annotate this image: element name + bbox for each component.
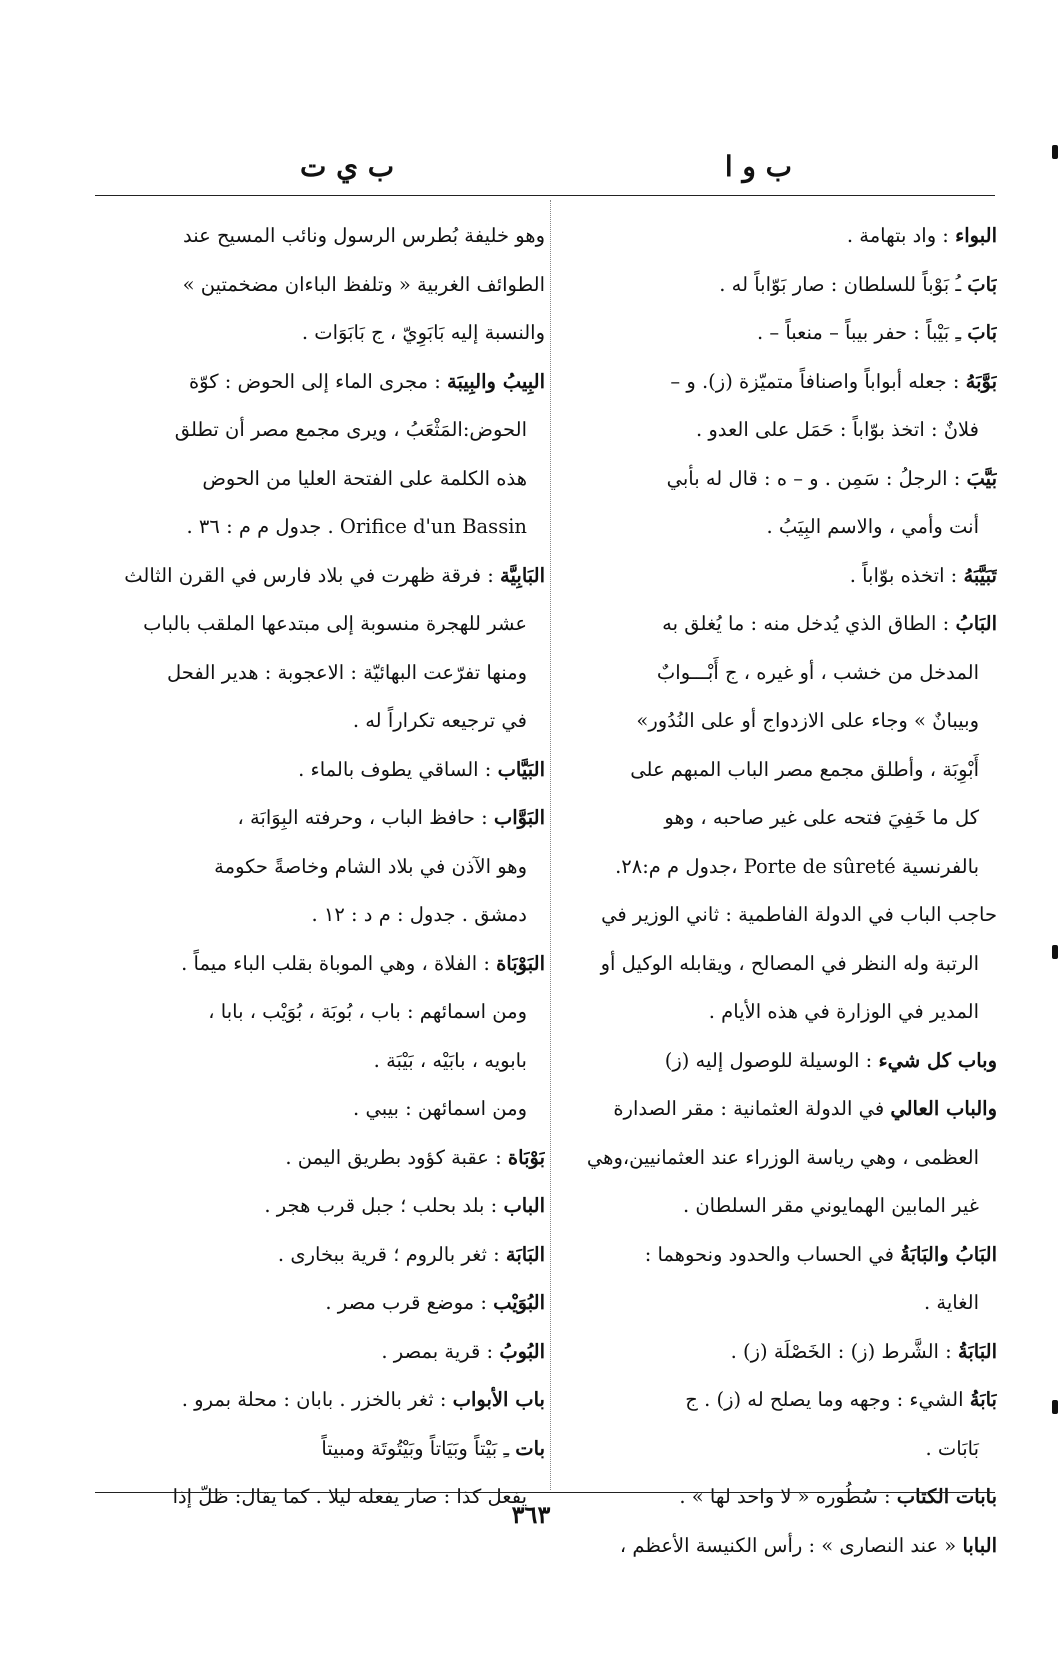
- definition-text: أَبْوِبَة ، وأطلق مجمع مصر الباب المبهم على: [630, 757, 979, 781]
- definition-text: : واد بتهامة .: [846, 224, 956, 247]
- definition-text: : اتخذه بوّاباً .: [849, 563, 964, 587]
- definition-text: وهو الآذن في بلاد الشام وخاصةً حكومة: [214, 854, 527, 878]
- text-line: [557, 1134, 997, 1183]
- text-line: [557, 843, 997, 892]
- definition-text: وبيبانٌ » وجاء على الازدواج أو على النُدُور»: [636, 709, 979, 732]
- definition-text: الغاية .: [924, 1291, 979, 1314]
- headword: بابات الكتاب: [896, 1485, 997, 1508]
- text-line: [557, 503, 997, 552]
- definition-text: « عند النصارى » : رأس الكنيسة الأعظم ،: [619, 1533, 963, 1557]
- definition-text: بالفرنسية Porte de sûreté ،جدول م م:٢٨.: [615, 854, 979, 878]
- text-line: [95, 1037, 545, 1086]
- text-line: [557, 794, 997, 843]
- text-line: [557, 746, 997, 795]
- text-line: [557, 1037, 997, 1086]
- text-line: [557, 1085, 997, 1134]
- text-line: [95, 843, 545, 892]
- headword: البُوَيْب: [493, 1291, 545, 1314]
- definition-text: : قرية بمصر .: [381, 1339, 500, 1363]
- headword: البَوَّاب: [493, 806, 545, 829]
- headword: البَوْبَاة: [496, 951, 545, 975]
- definition-text: ومن اسمائهن : بيبي .: [353, 1097, 527, 1120]
- text-line: [557, 261, 997, 310]
- definition-text: الطوائف الغربية « وتلفظ الباءان مضخمتين »: [182, 272, 545, 296]
- definition-text: : الوسيلة للوصول إليه (ز): [664, 1048, 879, 1072]
- headword: بَابَةُ: [969, 1388, 997, 1411]
- text-line: [95, 649, 545, 698]
- text-line: [557, 309, 997, 358]
- page-number: ٣٦٣: [511, 1500, 551, 1529]
- text-line: [95, 1231, 545, 1280]
- text-line: [557, 212, 997, 261]
- text-line: [95, 988, 545, 1037]
- text-line: [95, 261, 545, 310]
- definition-text: يفعل كذا : صار يفعله ليلا . كما يقال: ظلّ إذا: [172, 1485, 527, 1508]
- text-line: [95, 212, 545, 261]
- definition-text: فلانٌ : اتخذ بوّاباً : حَمَل على العدو .: [695, 418, 979, 441]
- column-divider: [550, 200, 551, 1490]
- definition-text: : عقبة كؤود بطريق اليمن .: [285, 1145, 508, 1169]
- headword: والباب العالي: [890, 1097, 997, 1120]
- headword: البِيبُ والبِيبَة: [447, 369, 545, 393]
- definition-text: والنسبة إليه بَابَوِيّ ، ج بَابَوَات .: [301, 321, 545, 344]
- text-line: [557, 600, 997, 649]
- definition-text: المدير في الوزارة في هذه الأيام .: [708, 1000, 979, 1023]
- text-line: [95, 1134, 545, 1183]
- definition-text: العظمى ، وهي رياسة الوزراء عند العثمانيين،وهي: [586, 1145, 979, 1169]
- definition-text: ومن اسمائهم : باب ، بُوبَة ، بُوَيْب ، بابا ،: [208, 1000, 527, 1023]
- text-line: [95, 891, 545, 940]
- text-line: [95, 600, 545, 649]
- definition-text: حاجب الباب في الدولة الفاطمية : ثاني الوزير في: [601, 903, 997, 926]
- footer-rule: [95, 1492, 995, 1493]
- definition-text: : ثغر بالروم ؛ قرية ببخارى .: [277, 1242, 506, 1266]
- running-header-right: ب و ا: [724, 150, 792, 183]
- definition-text: : سُطُوره « لا واحد لها » .: [679, 1485, 897, 1508]
- definition-text: في ترجيعه تكراراً له .: [352, 709, 527, 732]
- headword: تَبَيَّبَهُ: [963, 563, 997, 587]
- definition-text: : جعله أبواباً واصنافاً متميّزة (ز). و –: [670, 369, 966, 393]
- text-line: [557, 358, 997, 407]
- headword: باب الأبواب: [452, 1388, 545, 1411]
- headword: بَوْبَاة: [507, 1145, 545, 1169]
- definition-text: ومنها تفرّعت البهائيّة : الاعجوبة : هدير الفحل: [167, 660, 527, 684]
- text-line: [95, 358, 545, 407]
- text-line: [95, 503, 545, 552]
- text-line: [557, 552, 997, 601]
- text-line: [95, 1182, 545, 1231]
- text-line: [95, 1328, 545, 1377]
- headword: البَابِيَّة: [500, 563, 545, 587]
- definition-text: عشر للهجرة منسوبة إلى مبتدعها الملقب بالباب: [143, 612, 527, 635]
- definition-text: هذه الكلمة على الفتحة العليا من الحوض: [202, 466, 527, 490]
- headword: البُوبُ: [499, 1339, 545, 1363]
- definition-text: : ثغر بالخزر . بابان : محلة بمرو .: [181, 1388, 453, 1411]
- edge-mark: [1052, 945, 1058, 959]
- headword: الباب: [503, 1194, 545, 1217]
- text-line: [95, 697, 545, 746]
- definition-text: : الطاق الذي يُدخل منه : ما يُغلق به: [662, 612, 956, 635]
- definition-text: : الفلاة ، وهي الموباة بقلب الباء ميماً .: [181, 951, 497, 975]
- definition-text: ـُ بَوْباً للسلطان : صار بَوّاباً له .: [719, 272, 968, 296]
- text-line: [557, 1279, 997, 1328]
- text-line: [557, 988, 997, 1037]
- definition-text: الرتبة وله النظر في المصالح ، ويقابله الوكيل أو: [600, 951, 979, 975]
- definition-text: : فرقة ظهرت في بلاد فارس في القرن الثالث: [124, 563, 501, 587]
- running-header-left: ب ي ت: [300, 150, 395, 183]
- definition-text: وهو خليفة بُطرس الرسول ونائب المسيح عند: [183, 224, 545, 247]
- headword: البَابَة: [505, 1242, 545, 1266]
- definition-text: Orifice d'un Bassin . جدول م م : ٣٦ .: [186, 515, 527, 538]
- headword: بَابَ: [967, 272, 997, 296]
- text-line: [557, 697, 997, 746]
- definition-text: : الرجلُ : سَمِن . و – ه : قال له بأبي: [666, 466, 967, 490]
- headword: البابا: [962, 1533, 997, 1557]
- definition-text: في الدولة العثمانية : مقر الصدارة: [613, 1097, 891, 1120]
- text-line: [95, 552, 545, 601]
- headword: البواء: [955, 224, 997, 247]
- definition-text: : موضع قرب مصر .: [325, 1291, 494, 1314]
- text-line: [557, 649, 997, 698]
- headword: البَابُ والبَابَةُ: [900, 1242, 997, 1266]
- headword: بَيَّبَ: [966, 466, 997, 490]
- text-line: [557, 1231, 997, 1280]
- text-line: [557, 1182, 997, 1231]
- headword: بات: [515, 1436, 545, 1460]
- definition-text: الحوض:المَثْعَبُ ، ويرى مجمع مصر أن تطلق: [174, 418, 527, 441]
- text-line: [557, 455, 997, 504]
- headword: البَابَةُ: [957, 1339, 997, 1363]
- left-column: [95, 212, 545, 1522]
- text-line: [95, 1376, 545, 1425]
- headword: البَابُ: [955, 612, 997, 635]
- text-line: [95, 309, 545, 358]
- definition-text: : حافظ الباب ، وحرفته البِوَابَة ،: [237, 806, 494, 829]
- definition-text: بَابَات .: [925, 1436, 979, 1460]
- text-line: [557, 940, 997, 989]
- text-line: [95, 455, 545, 504]
- definition-text: دمشق . جدول : م د : ١٢ .: [311, 903, 527, 926]
- text-line: [557, 891, 997, 940]
- headword: وباب كل شيء: [878, 1048, 997, 1072]
- text-line: [95, 1085, 545, 1134]
- definition-text: غير المابين الهمايوني مقر السلطان .: [682, 1194, 979, 1217]
- definition-text: الشيء : وجهه وما يصلح له (ز) . ج: [685, 1388, 970, 1411]
- definition-text: أنت وأمي ، والاسم البِيَبُ .: [766, 515, 979, 538]
- definition-text: : مجرى الماء إلى الحوض : كوّة: [188, 369, 448, 393]
- header-rule: [95, 195, 995, 196]
- headword: البَيَّاب: [497, 757, 545, 781]
- right-column: [557, 212, 997, 1570]
- definition-text: ـِ بَيْتاً وبَيَاتاً وبَيْتُوتَة ومبيتاً: [321, 1436, 516, 1460]
- text-line: [95, 794, 545, 843]
- edge-mark: [1052, 145, 1058, 159]
- headword: بَوَّبَهُ: [965, 369, 997, 393]
- definition-text: : الساقي يطوف بالماء .: [298, 757, 498, 781]
- text-line: [557, 406, 997, 455]
- text-line: [557, 1376, 997, 1425]
- definition-text: المدخل من خشب ، أو غيره ، ج أَبْـــوابٌ: [656, 660, 979, 684]
- text-line: [95, 1279, 545, 1328]
- text-line: [95, 940, 545, 989]
- definition-text: كل ما خَفِيَ فتحه على غير صاحبه ، وهو: [664, 806, 979, 829]
- definition-text: : بلد بحلب ؛ جبل قرب هجر .: [264, 1194, 504, 1217]
- text-line: [557, 1425, 997, 1474]
- definition-text: ـِ بَيْباً : حفر بيباً – منعباً – .: [756, 321, 968, 344]
- edge-mark: [1052, 1400, 1058, 1414]
- definition-text: : الشَّرط (ز) : الخَصْلَة (ز) .: [730, 1339, 958, 1363]
- definition-text: في الحساب والحدود ونحوهما :: [644, 1242, 901, 1266]
- headword: بَابَ: [967, 321, 997, 344]
- text-line: [557, 1328, 997, 1377]
- text-line: [95, 1425, 545, 1474]
- text-line: [95, 746, 545, 795]
- text-line: [95, 406, 545, 455]
- definition-text: بابويه ، بابَيْه ، بَيْبَة .: [373, 1048, 527, 1072]
